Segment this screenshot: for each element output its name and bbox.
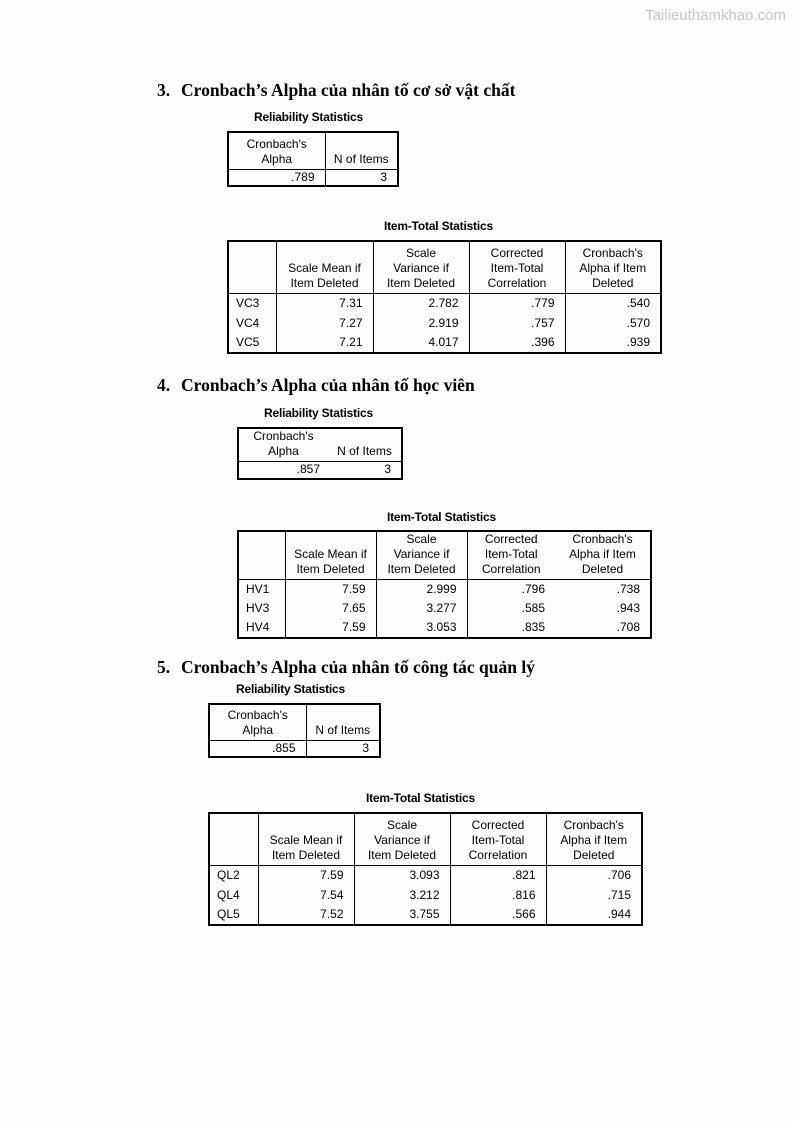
alpha-deleted-cell: .939 [565,333,661,353]
variance-cell: 2.919 [373,313,469,333]
section-4-heading [157,375,475,396]
mean-cell: 7.21 [276,333,373,353]
mean-cell: 7.59 [285,618,376,638]
variance-cell: 4.017 [373,333,469,353]
item-label: HV4 [238,618,285,638]
alpha-if-deleted-header: Cronbach's Alpha if Item Deleted [565,241,661,293]
watermark: Tailieuthamkhao.com [645,7,786,24]
item-label: VC4 [228,313,276,333]
section-title: Cronbach’s Alpha của nhân tố học viên [181,375,475,395]
alpha-deleted-cell: .540 [565,293,661,313]
reliability-table [227,131,399,187]
correlation-cell: .585 [521,600,545,615]
alpha-deleted-cell: .706 [546,865,642,885]
section-number: 3. [157,80,171,100]
alpha-value: .789 [228,169,325,186]
alpha-deleted-cell: .570 [565,313,661,333]
item-label: QL5 [209,905,258,925]
item-label: QL2 [209,865,258,885]
mean-cell: 7.52 [258,905,354,925]
section-number: 5. [157,657,171,677]
alpha-deleted-cell: .944 [546,905,642,925]
correlation-cell: .835 [467,618,555,638]
section-title: Cronbach’s Alpha của nhân tố cơ sở vật chất [181,80,516,100]
correlation-cell: .566 [450,905,546,925]
reliability-table [208,703,381,758]
section-title: Cronbach’s Alpha của nhân tố công tác quản lý [181,657,535,677]
section-5-heading [157,657,535,678]
n-items-header: N of Items [328,428,402,462]
item-total-table [208,812,643,926]
table-row [209,905,642,925]
alpha-if-deleted-header: Cronbach's Alpha if Item Deleted [555,531,651,580]
alpha-value: .855 [209,740,306,757]
reliability-caption: Reliability Statistics [236,682,345,696]
mean-cell: 7.27 [276,313,373,333]
variance-cell: 3.277 [376,599,467,618]
alpha-deleted-cell: .708 [555,618,651,638]
scale-mean-header: Scale Mean if Item Deleted [285,531,376,580]
corrected-correlation-header: Corrected Item-Total Correlation [450,813,546,865]
corner-cell [228,241,276,293]
item-total-table [227,240,662,354]
n-items-value: 3 [306,740,380,757]
correlation-cell: .821 [450,865,546,885]
section-number: 4. [157,375,171,395]
scale-variance-header: Scale Variance if Item Deleted [354,813,450,865]
table-row [228,333,661,353]
scale-mean-header: Scale Mean if Item Deleted [276,241,373,293]
variance-cell: 3.212 [354,885,450,905]
reliability-caption: Reliability Statistics [264,406,373,420]
variance-cell: 3.053 [376,618,467,638]
corrected-correlation-header: Corrected Item-Total Correlation [469,241,565,293]
alpha-deleted-cell: .738 [555,580,651,599]
alpha-value: .857 [238,462,328,479]
alpha-header: Cronbach's Alpha [209,704,306,740]
scale-variance-header: Scale Variance if Item Deleted [373,241,469,293]
table-row [209,865,642,885]
item-total-caption: Item-Total Statistics [387,510,496,524]
mean-cell: 7.65 [285,599,376,618]
item-label: VC5 [228,333,276,353]
corner-cell [209,813,258,865]
table-row [228,293,661,313]
variance-cell: 3.093 [354,865,450,885]
mean-cell: 7.59 [285,580,376,599]
correlation-cell: .757 [469,313,565,333]
item-label: HV1 [238,580,285,599]
item-label: QL4 [209,885,258,905]
correlation-cell: .396 [469,333,565,353]
table-row [228,313,661,333]
item-total-caption: Item-Total Statistics [384,219,493,233]
item-label: VC3 [228,293,276,313]
mean-cell: 7.59 [258,865,354,885]
n-items-header: N of Items [306,704,380,740]
n-items-value: 3 [328,462,402,479]
mean-cell: 7.54 [258,885,354,905]
corner-cell [238,531,285,580]
alpha-if-deleted-header: Cronbach's Alpha if Item Deleted [546,813,642,865]
alpha-header: Cronbach's Alpha [238,428,328,462]
table-row [238,580,651,599]
reliability-table [237,427,403,480]
corrected-correlation-header: Corrected Item-Total Correlation [467,531,555,580]
alpha-deleted-cell: .715 [546,885,642,905]
correlation-cell: .816 [450,885,546,905]
table-row [238,599,651,618]
n-items-value: 3 [325,169,398,186]
item-total-caption: Item-Total Statistics [366,791,475,805]
variance-cell: 3.755 [354,905,450,925]
reliability-caption: Reliability Statistics [254,110,363,124]
scale-mean-header: Scale Mean if Item Deleted [258,813,354,865]
section-3-heading [157,80,515,101]
table-row [209,885,642,905]
scale-variance-header: Scale Variance if Item Deleted [376,531,467,580]
n-items-header: N of Items [325,132,398,169]
mean-cell: 7.31 [276,293,373,313]
alpha-header: Cronbach's Alpha [228,132,325,169]
alpha-deleted-cell: .943 [555,599,651,618]
table-row [238,618,651,638]
item-label: HV3 [238,599,285,618]
variance-cell: 2.782 [373,293,469,313]
correlation-cell: .796 [521,581,545,596]
item-total-table [237,530,652,639]
variance-cell: 2.999 [376,580,467,599]
correlation-cell: .779 [469,293,565,313]
